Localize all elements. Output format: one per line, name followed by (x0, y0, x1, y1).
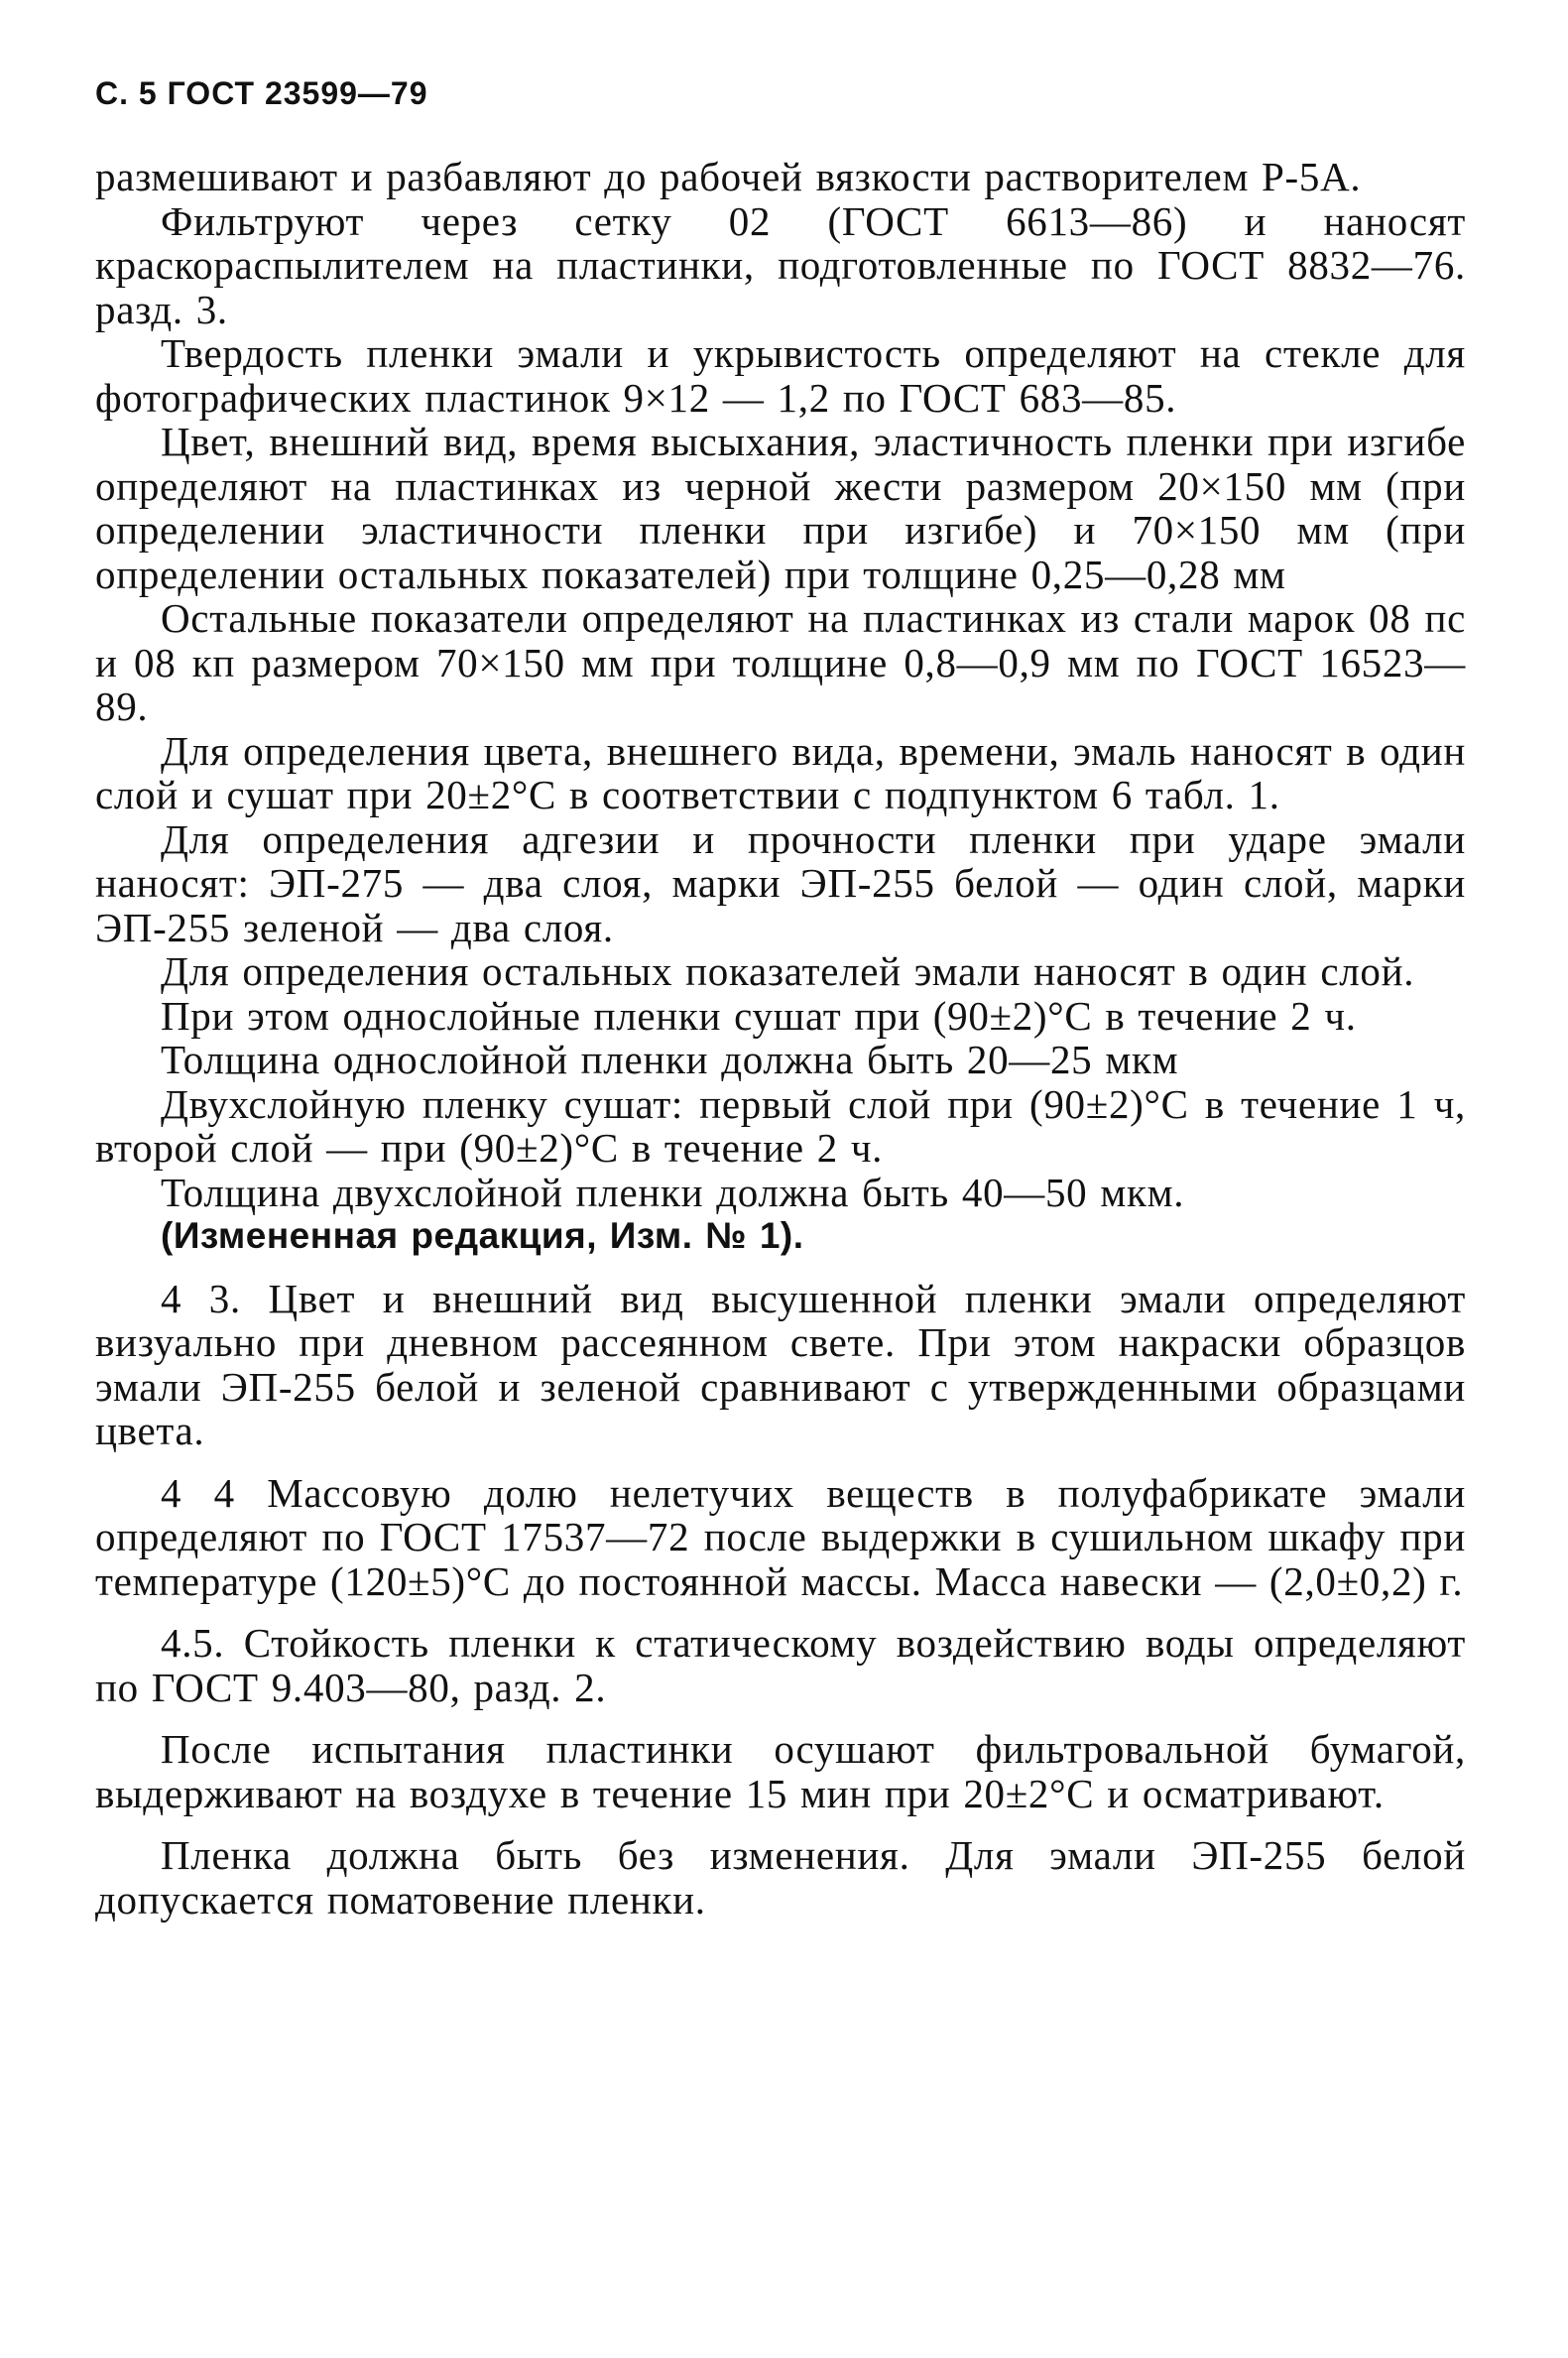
body-text (95, 155, 1466, 1922)
paragraph-hardness: Твердость пленки эмали и укрывистость определяют на стекле для фотографических пластинок 9×12 — 1,2 по ГОСТ 683—85. (95, 330, 1466, 421)
paragraph-double-layer-thickness: Толщина двухслойной пленки должна быть 40—50 мкм. (161, 1169, 1185, 1215)
paragraph-color-application: Для определения цвета, внешнего вида, времени, эмаль наносят в один слой и сушат при 20±2°С в соответствии с подпунктом 6 табл. 1. (95, 727, 1466, 817)
paragraph-double-layer-drying: Двухслойную пленку сушат: первый слой при (90±2)°С в течение 1 ч, второй слой — при (90±2)°С в течение 2 ч. (95, 1080, 1466, 1171)
paragraph-other-indicators: Для определения остальных показателей эмали наносят в один слой. (161, 948, 1415, 994)
paragraph-continuation: размешивают и разбавляют до рабочей вязкости растворителем Р-5А. (95, 154, 1362, 199)
section-4-5: 4.5. Стойкость пленки к статическому воздействию воды определяют по ГОСТ 9.403—80, разд. 2. (95, 1620, 1466, 1710)
section-4-3: 4 3. Цвет и внешний вид высушенной пленки эмали определяют визуально при дневном рассеянном свете. При этом накраски образцов эмали ЭП-255 белой и зеленой сравнивают с утвержденными образцами цвета. (95, 1275, 1466, 1453)
paragraph-film-result: Пленка должна быть без изменения. Для эмали ЭП-255 белой допускается поматовение пленки. (95, 1832, 1466, 1923)
paragraph-single-layer-drying: При этом однослойные пленки сушат при (90±2)°С в течение 2 ч. (161, 992, 1357, 1039)
amendment-note: (Измененная редакция, Изм. № 1). (161, 1215, 804, 1256)
section-4-4: 4 4 Массовую долю нелетучих веществ в полуфабрикате эмали определяют по ГОСТ 17537—72 после выдержки в сушильном шкафу при температуре (120±5)°С до постоянной массы. Масса навески — (2,0±0,2) г. (95, 1469, 1466, 1604)
paragraph-adhesion: Для определения адгезии и прочности пленки при ударе эмали наносят: ЭП-275 — два слоя, марки ЭП-255 белой — один слой, марки ЭП-255 зеленой — два слоя. (95, 815, 1466, 950)
paragraph-single-layer-thickness: Толщина однослойной пленки должна быть 20—25 мкм (161, 1037, 1179, 1082)
page-header: С. 5 ГОСТ 23599—79 (95, 75, 428, 111)
paragraph-filtering: Фильтруют через сетку 02 (ГОСТ 6613—86) и наносят краскораспылителем на пластинки, подготовленные по ГОСТ 8832—76. разд. 3. (95, 197, 1466, 332)
paragraph-other-plates: Остальные показатели определяют на пластинках из стали марок 08 пс и 08 кп размером 70×150 мм при толщине 0,8—0,9 мм по ГОСТ 16523—89. (95, 595, 1466, 729)
paragraph-color-plates: Цвет, внешний вид, время высыхания, эластичность пленки при изгибе определяют на пластинках из черной жести размером 20×150 мм (при определении эластичности пленки при изгибе) и 70×150 мм (при определении остальных показателей) при толщине 0,25—0,28 мм (95, 419, 1466, 597)
paragraph-after-test: После испытания пластинки осушают фильтровальной бумагой, выдерживают на воздухе в течение 15 мин при 20±2°С и осматривают. (95, 1726, 1466, 1816)
